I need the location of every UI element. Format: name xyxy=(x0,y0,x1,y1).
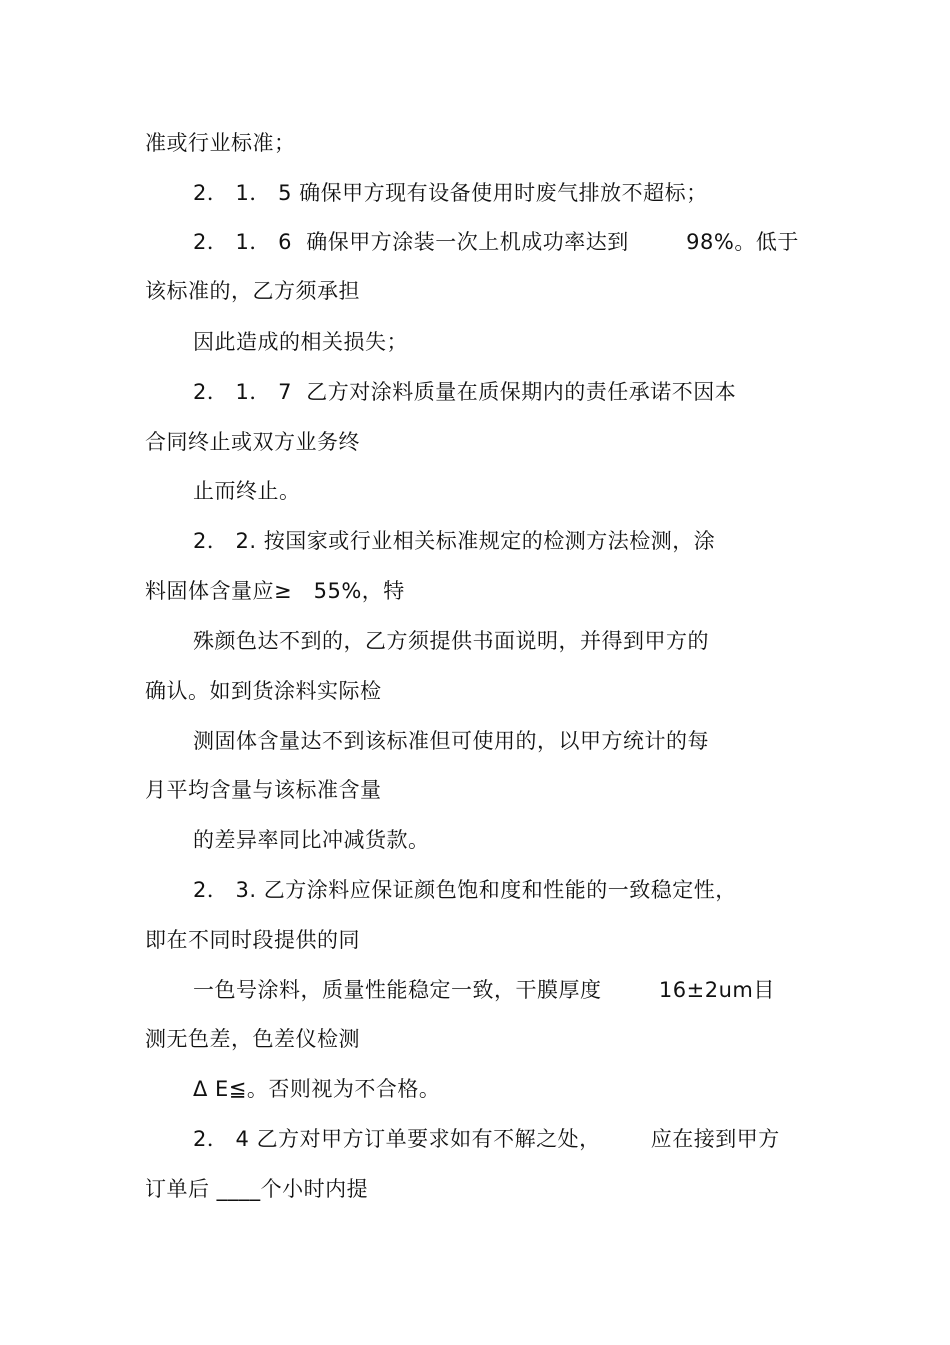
text-line: 因此造成的相关损失； xyxy=(193,330,408,354)
text-line: 准或行业标准； xyxy=(145,131,296,155)
text-line: 测无色差，色差仪检测 xyxy=(145,1027,360,1051)
text-line: 2． 1． 7 乙方对涂料质量在质保期内的责任承诺不因本 xyxy=(193,380,737,404)
text-line: 2． 1． 5 确保甲方现有设备使用时废气排放不超标； xyxy=(193,181,708,205)
text-line: 止而终止。 xyxy=(193,479,301,503)
text-line: 订单后 ____个小时内提 xyxy=(145,1177,369,1201)
text-line: 2． 4 乙方对甲方订单要求如有不解之处， 应在接到甲方 xyxy=(193,1127,780,1151)
text-line: 该标准的，乙方须承担 xyxy=(145,279,360,303)
text-line: 料固体含量应≥ 55%，特 xyxy=(145,579,405,603)
text-line: 确认。如到货涂料实际检 xyxy=(145,679,382,703)
text-line: 2． 1． 6 确保甲方涂装一次上机成功率达到 98%。低于 xyxy=(193,230,799,254)
text-line: 2． 3. 乙方涂料应保证颜色饱和度和性能的一致稳定性， xyxy=(193,878,737,902)
text-line: 即在不同时段提供的同 xyxy=(145,928,360,952)
text-line: 2． 2. 按国家或行业相关标准规定的检测方法检测，涂 xyxy=(193,529,716,553)
text-line: Δ E≦。否则视为不合格。 xyxy=(193,1077,441,1101)
text-line: 殊颜色达不到的，乙方须提供书面说明，并得到甲方的 xyxy=(193,629,709,653)
text-line: 测固体含量达不到该标准但可使用的，以甲方统计的每 xyxy=(193,729,709,753)
text-line: 合同终止或双方业务终 xyxy=(145,430,360,454)
text-line: 的差异率同比冲减货款。 xyxy=(193,828,430,852)
text-line: 月平均含量与该标准含量 xyxy=(145,778,382,802)
text-line: 一色号涂料，质量性能稳定一致，干膜厚度 16±2um目 xyxy=(193,978,775,1002)
